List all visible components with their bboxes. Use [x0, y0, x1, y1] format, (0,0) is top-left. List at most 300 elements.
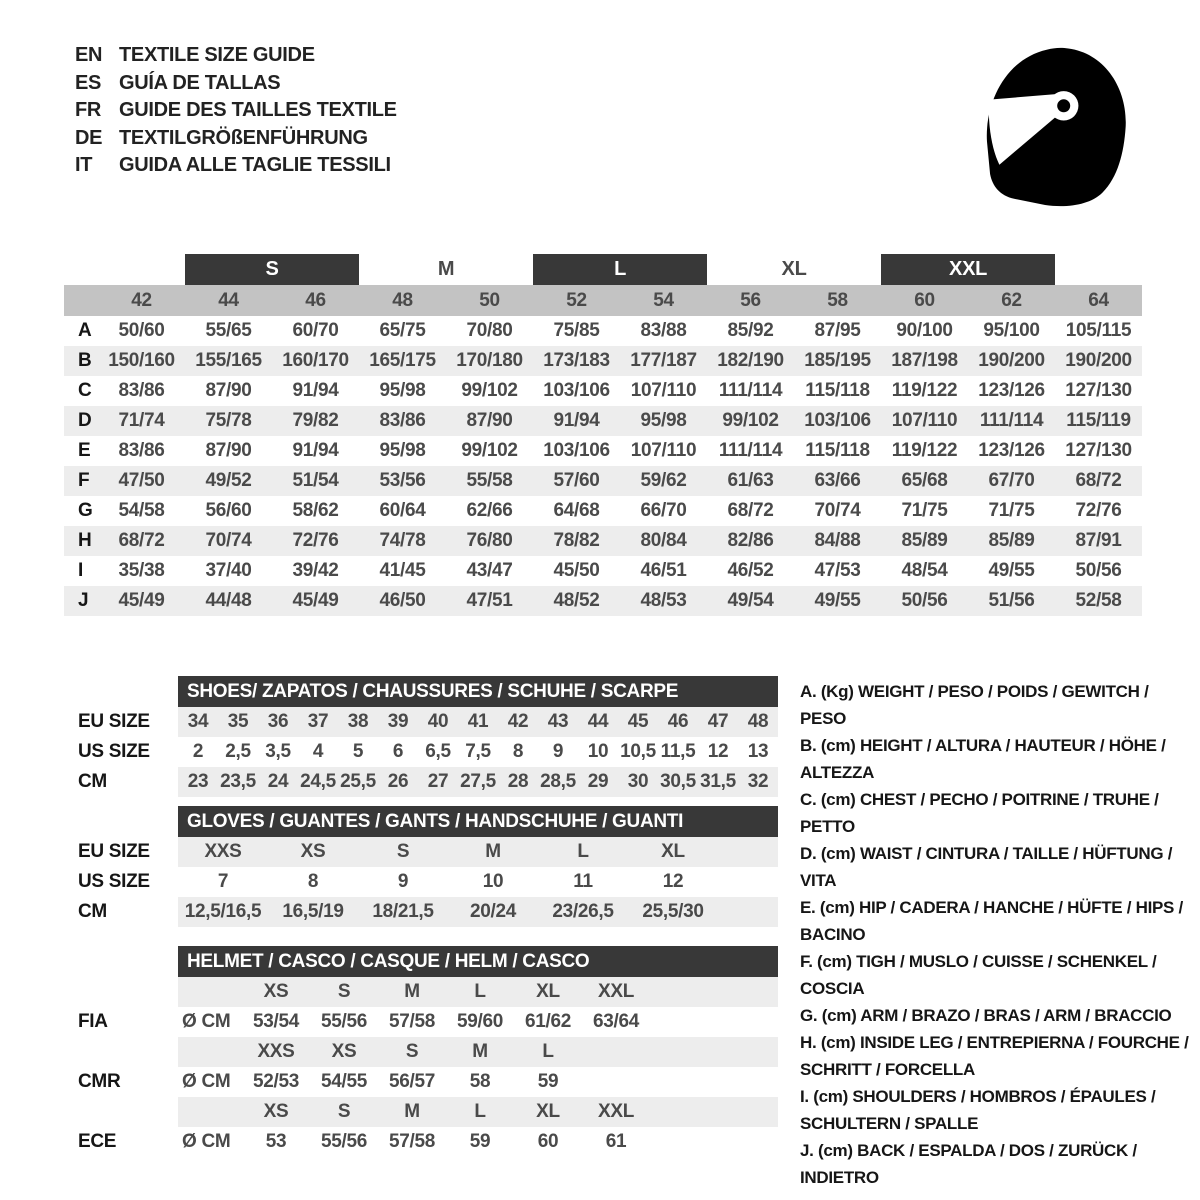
size-value: M — [448, 837, 538, 867]
size-value: 39/42 — [292, 560, 339, 581]
side-row-label: ECE — [78, 1131, 117, 1152]
size-value: 12 — [662, 871, 684, 892]
size-value: 49/52 — [185, 466, 272, 496]
size-value: 91/94 — [292, 440, 339, 461]
size-value: 182/190 — [707, 346, 794, 376]
size-value: 51/54 — [272, 466, 359, 496]
helmet-size-table — [178, 977, 778, 1157]
size-value: 103/106 — [794, 406, 881, 436]
size-value: 103/106 — [543, 440, 610, 461]
filler-cell — [718, 837, 778, 867]
size-value: 115/119 — [1055, 406, 1142, 436]
size-value: 12,5/16,5 — [178, 897, 268, 927]
size-value: 59 — [537, 1071, 559, 1092]
size-value: 48 — [738, 707, 778, 737]
size-value: 30 — [618, 767, 658, 797]
size-value: 37 — [298, 707, 338, 737]
size-value: 12 — [707, 741, 729, 762]
size-header: XXL — [582, 1097, 650, 1127]
table-row — [64, 436, 1142, 466]
size-value: 65/75 — [379, 320, 426, 341]
size-value: 41 — [458, 707, 498, 737]
size-value: 55/56 — [320, 1011, 368, 1032]
size-value: 23 — [178, 767, 218, 797]
language-code: FR — [75, 99, 102, 122]
size-value: S — [358, 837, 448, 867]
size-value: 52/53 — [252, 1071, 300, 1092]
size-value: 85/92 — [727, 320, 774, 341]
size-value: 4 — [312, 741, 324, 762]
size-value: 61/62 — [524, 1011, 572, 1032]
size-value: 83/86 — [118, 380, 165, 401]
textile-size-table — [64, 254, 1142, 616]
table-row — [64, 556, 1142, 586]
size-value: 18/21,5 — [358, 897, 448, 927]
size-value: 53/56 — [359, 466, 446, 496]
size-value: 25,5 — [338, 767, 378, 797]
language-row — [75, 125, 397, 153]
size-value: 45/49 — [272, 586, 359, 616]
size-value: 54/55 — [320, 1071, 368, 1092]
size-value: XXS — [178, 837, 268, 867]
language-code: DE — [75, 126, 103, 149]
size-value: 31,5 — [698, 767, 738, 797]
size-value: 43 — [538, 707, 578, 737]
size-value: 68/72 — [1055, 466, 1142, 496]
legend-entry: F. (cm) TIGH / MUSLO / CUISSE / SCHENKEL / COSCIA — [800, 952, 1157, 998]
size-value: XL — [628, 837, 718, 867]
size-value: 25,5/30 — [628, 897, 718, 927]
row-label: D — [64, 406, 98, 436]
size-value: 85/89 — [968, 526, 1055, 556]
language-title: TEXTILGRÖßENFÜHRUNG — [119, 126, 368, 149]
helmet-size-header-row — [178, 1097, 778, 1127]
size-value: 23/26,5 — [538, 897, 628, 927]
size-value: 8 — [307, 871, 319, 892]
size-value: 60 — [537, 1131, 559, 1152]
size-value: 10 — [482, 871, 504, 892]
size-value: 24,5 — [298, 767, 338, 797]
size-value: 5 — [352, 741, 364, 762]
size-value: 67/70 — [968, 466, 1055, 496]
filler-cell — [650, 977, 778, 1007]
size-value: 47/50 — [98, 466, 185, 496]
size-value: 54/58 — [118, 500, 165, 521]
size-value: 58/62 — [292, 500, 339, 521]
size-value: 99/102 — [461, 380, 518, 401]
language-title: TEXTILE SIZE GUIDE — [119, 44, 315, 67]
column-header: 58 — [794, 285, 881, 316]
size-value: 6,5 — [425, 741, 451, 762]
size-value: 46/50 — [359, 586, 446, 616]
column-header: 46 — [272, 285, 359, 316]
column-header: 42 — [98, 285, 185, 316]
filler-cell — [718, 897, 778, 927]
table-row — [64, 496, 1142, 526]
size-value: 46/51 — [640, 560, 687, 581]
size-value: 82/86 — [707, 526, 794, 556]
size-value: 28,5 — [538, 767, 578, 797]
size-value: 123/126 — [978, 440, 1045, 461]
size-value: 59 — [469, 1131, 491, 1152]
column-header: 54 — [620, 285, 707, 316]
size-value: 47/53 — [814, 560, 861, 581]
legend-entry: D. (cm) WAIST / CINTURA / TAILLE / HÜFTUNG / VITA — [800, 844, 1173, 890]
size-value: 68/72 — [98, 526, 185, 556]
language-title: GUIDA ALLE TAGLIE TESSILI — [119, 154, 391, 177]
size-value: 63/64 — [592, 1011, 640, 1032]
filler-cell — [650, 1067, 778, 1097]
size-header-spacer — [178, 1037, 242, 1067]
size-header: S — [310, 1097, 378, 1127]
gloves-size-table — [178, 837, 778, 927]
size-value: 49/54 — [707, 586, 794, 616]
size-value: 95/100 — [983, 320, 1040, 341]
side-row-label: EU SIZE — [78, 841, 150, 862]
size-value: 107/110 — [630, 380, 697, 401]
size-value: 48/53 — [620, 586, 707, 616]
table-row — [178, 707, 778, 737]
size-header: S — [310, 977, 378, 1007]
size-value: 44/48 — [185, 586, 272, 616]
size-value: 177/187 — [620, 346, 707, 376]
size-value: 105/115 — [1065, 320, 1132, 341]
legend-entry: E. (cm) HIP / CADERA / HANCHE / HÜFTE / HIPS / BACINO — [800, 898, 1183, 944]
column-header-spacer — [64, 285, 98, 316]
size-value: 9 — [552, 741, 564, 762]
table-row — [64, 526, 1142, 556]
size-value: 99/102 — [461, 440, 518, 461]
row-label: G — [78, 500, 93, 521]
size-value: 46/52 — [727, 560, 774, 581]
racing-helmet-icon-svg — [980, 40, 1135, 215]
size-value: 55/56 — [320, 1131, 368, 1152]
size-value: 111/114 — [718, 380, 783, 401]
size-value: 55/65 — [205, 320, 252, 341]
size-value: 47 — [698, 707, 738, 737]
size-value: 155/165 — [185, 346, 272, 376]
size-value: 65/68 — [881, 466, 968, 496]
size-value: 59/62 — [620, 466, 707, 496]
size-value: 78/82 — [533, 526, 620, 556]
size-value: 28 — [498, 767, 538, 797]
size-value: 87/90 — [205, 440, 252, 461]
size-group-s: S — [185, 254, 359, 285]
size-column-row — [64, 285, 1142, 316]
size-value: 115/118 — [805, 440, 870, 461]
side-row-label: CMR — [78, 1071, 121, 1092]
table-row — [178, 767, 778, 797]
legend-entry: I. (cm) SHOULDERS / HOMBROS / ÉPAULES / SCHULTERN / SPALLE — [800, 1087, 1156, 1133]
column-header: 56 — [707, 285, 794, 316]
size-value: 46 — [658, 707, 698, 737]
size-value: 27 — [418, 767, 458, 797]
unit-label: Ø CM — [182, 1011, 231, 1032]
size-value: 87/90 — [446, 406, 533, 436]
column-header: 44 — [185, 285, 272, 316]
size-value: 9 — [397, 871, 409, 892]
size-value: 48/54 — [901, 560, 948, 581]
size-value: 70/74 — [814, 500, 861, 521]
size-value: 10,5 — [620, 741, 656, 762]
size-header — [582, 1037, 650, 1067]
table-row — [64, 376, 1142, 406]
row-label: E — [78, 440, 91, 461]
table-row — [64, 346, 1142, 376]
size-value: 47/51 — [446, 586, 533, 616]
size-value: 91/94 — [533, 406, 620, 436]
size-value: 127/130 — [1065, 440, 1132, 461]
language-code: ES — [75, 71, 102, 94]
filler-cell — [650, 1007, 778, 1037]
size-value: 50/60 — [118, 320, 165, 341]
size-value: 59/60 — [456, 1011, 504, 1032]
size-value: 74/78 — [359, 526, 446, 556]
size-value: 13 — [747, 741, 769, 762]
filler-cell — [650, 1037, 778, 1067]
row-label: I — [78, 560, 83, 581]
size-value: 107/110 — [630, 440, 697, 461]
size-value: 11,5 — [660, 741, 696, 762]
size-header: M — [446, 1037, 514, 1067]
size-value: 72/76 — [272, 526, 359, 556]
size-value: 8 — [512, 741, 524, 762]
row-label: B — [64, 346, 98, 376]
size-value: 60/70 — [292, 320, 339, 341]
size-value: 45 — [618, 707, 658, 737]
size-value: 7 — [217, 871, 229, 892]
size-value — [582, 1067, 650, 1097]
size-value: 107/110 — [881, 406, 968, 436]
helmet-size-header-row — [178, 1037, 778, 1067]
table-row — [178, 867, 778, 897]
column-header: 48 — [359, 285, 446, 316]
size-value: 55/58 — [446, 466, 533, 496]
size-value: 34 — [178, 707, 218, 737]
side-row-label: EU SIZE — [78, 711, 150, 732]
size-value: 35/38 — [118, 560, 165, 581]
legend-entry: B. (cm) HEIGHT / ALTURA / HAUTEUR / HÖHE / ALTEZZA — [800, 736, 1166, 782]
size-value: 165/175 — [359, 346, 446, 376]
size-value: 42 — [498, 707, 538, 737]
size-value: 119/122 — [891, 440, 958, 461]
size-value: 23,5 — [218, 767, 258, 797]
size-value: 30,5 — [658, 767, 698, 797]
size-value: 71/75 — [901, 500, 948, 521]
size-value: 43/47 — [466, 560, 513, 581]
size-value: 75/78 — [185, 406, 272, 436]
size-value: 44 — [578, 707, 618, 737]
size-value: 123/126 — [978, 380, 1045, 401]
table-row — [178, 737, 778, 767]
size-value: 71/75 — [988, 500, 1035, 521]
language-row — [75, 97, 397, 125]
size-value: 127/130 — [1065, 380, 1132, 401]
column-header: 60 — [881, 285, 968, 316]
size-group-m: M — [437, 258, 455, 280]
size-value: 2,5 — [225, 741, 251, 762]
helmet-value-row — [178, 1067, 778, 1097]
size-header-spacer — [178, 1097, 242, 1127]
size-value: 57/58 — [388, 1131, 436, 1152]
size-value: 173/183 — [533, 346, 620, 376]
size-value: 150/160 — [98, 346, 185, 376]
size-group-row — [64, 254, 1142, 285]
size-value: 49/55 — [988, 560, 1035, 581]
size-value: 83/88 — [640, 320, 687, 341]
size-value: 57/58 — [388, 1011, 436, 1032]
size-header: L — [446, 1097, 514, 1127]
table-row — [64, 406, 1142, 436]
size-header: L — [446, 977, 514, 1007]
size-group-l: L — [533, 254, 707, 285]
gloves-table-title: GLOVES / GUANTES / GANTS / HANDSCHUHE / GUANTI — [178, 806, 778, 837]
size-value: 185/195 — [794, 346, 881, 376]
size-value: 111/114 — [968, 406, 1055, 436]
size-value: 84/88 — [794, 526, 881, 556]
size-value: 38 — [338, 707, 378, 737]
size-value: 50/56 — [1075, 560, 1122, 581]
language-code: IT — [75, 154, 93, 177]
size-value: 2 — [192, 741, 204, 762]
size-value: 20/24 — [448, 897, 538, 927]
shoes-table-title: SHOES/ ZAPATOS / CHAUSSURES / SCHUHE / SCARPE — [178, 676, 778, 707]
language-row — [75, 152, 397, 180]
legend-entry: A. (Kg) WEIGHT / PESO / POIDS / GEWITCH / PESO — [800, 682, 1149, 728]
legend-entry: C. (cm) CHEST / PECHO / POITRINE / TRUHE / PETTO — [800, 790, 1159, 836]
side-row-label: FIA — [78, 1011, 108, 1032]
size-value: 29 — [578, 767, 618, 797]
size-value: 103/106 — [543, 380, 610, 401]
size-value: 87/91 — [1055, 526, 1142, 556]
racing-helmet-icon — [980, 40, 1135, 215]
size-value: 11 — [573, 871, 593, 892]
table-row — [64, 586, 1142, 616]
size-value: 91/94 — [292, 380, 339, 401]
size-value: 187/198 — [881, 346, 968, 376]
side-row-label: US SIZE — [78, 741, 150, 762]
size-header: XL — [514, 977, 582, 1007]
size-value: 87/95 — [814, 320, 861, 341]
table-row — [64, 466, 1142, 496]
size-value: 70/74 — [185, 526, 272, 556]
size-value: 57/60 — [533, 466, 620, 496]
size-group-xxl: XXL — [881, 254, 1055, 285]
size-value: 24 — [258, 767, 298, 797]
size-header: S — [378, 1037, 446, 1067]
size-value: 53/54 — [252, 1011, 300, 1032]
size-value: 60/64 — [379, 500, 426, 521]
size-value: 36 — [258, 707, 298, 737]
size-value: 48/52 — [533, 586, 620, 616]
size-value: 45/50 — [553, 560, 600, 581]
size-value: 71/74 — [98, 406, 185, 436]
row-label: J — [64, 586, 98, 616]
size-value: 87/90 — [205, 380, 252, 401]
language-title-list — [75, 42, 397, 180]
legend-entry: G. (cm) ARM / BRAZO / BRAS / ARM / BRACCIO — [800, 1006, 1172, 1025]
size-group-spacer — [1055, 254, 1142, 285]
size-value: 37/40 — [205, 560, 252, 581]
size-value: 72/76 — [1075, 500, 1122, 521]
column-header: 52 — [533, 285, 620, 316]
filler-cell — [650, 1097, 778, 1127]
side-row-label: CM — [78, 901, 107, 922]
size-value: 160/170 — [272, 346, 359, 376]
size-value: 16,5/19 — [268, 897, 358, 927]
legend-entry: J. (cm) BACK / ESPALDA / DOS / ZURÜCK / INDIETRO — [800, 1141, 1137, 1187]
size-value: 170/180 — [446, 346, 533, 376]
size-value: 70/80 — [466, 320, 513, 341]
side-row-label: US SIZE — [78, 871, 150, 892]
size-value: 90/100 — [896, 320, 953, 341]
size-value: 80/84 — [620, 526, 707, 556]
table-row — [64, 316, 1142, 346]
language-row — [75, 70, 397, 98]
size-value: 56/60 — [205, 500, 252, 521]
table-row — [178, 837, 778, 867]
helmet-value-row — [178, 1127, 778, 1157]
size-value: 115/118 — [805, 380, 870, 401]
size-value: 61/63 — [707, 466, 794, 496]
size-value: 95/98 — [620, 406, 707, 436]
size-value: 76/80 — [446, 526, 533, 556]
size-value: XS — [268, 837, 358, 867]
size-value: 66/70 — [640, 500, 687, 521]
size-value: 79/82 — [272, 406, 359, 436]
size-header: XL — [514, 1097, 582, 1127]
size-value: 50/56 — [881, 586, 968, 616]
size-header: M — [378, 1097, 446, 1127]
size-value: 52/58 — [1055, 586, 1142, 616]
size-value: 63/66 — [794, 466, 881, 496]
size-value: 111/114 — [718, 440, 783, 461]
table-row — [178, 897, 778, 927]
size-value: 49/55 — [794, 586, 881, 616]
side-row-label: CM — [78, 771, 107, 792]
size-value: 45/49 — [98, 586, 185, 616]
size-header: L — [514, 1037, 582, 1067]
size-value: 35 — [218, 707, 258, 737]
size-value: 32 — [738, 767, 778, 797]
unit-label: Ø CM — [182, 1071, 231, 1092]
size-value: 68/72 — [727, 500, 774, 521]
shoes-size-table — [178, 707, 778, 797]
size-value: 56/57 — [388, 1071, 436, 1092]
language-title: GUÍA DE TALLAS — [119, 71, 281, 94]
size-value: 99/102 — [707, 406, 794, 436]
size-header-spacer — [178, 977, 242, 1007]
size-header: XS — [242, 1097, 310, 1127]
row-label: A — [78, 320, 92, 341]
size-group-xl: XL — [781, 258, 807, 280]
size-value: 190/200 — [968, 346, 1055, 376]
row-label: H — [64, 526, 98, 556]
size-value: 61 — [605, 1131, 627, 1152]
unit-label: Ø CM — [182, 1131, 231, 1152]
size-value: 10 — [587, 741, 609, 762]
size-value: 62/66 — [466, 500, 513, 521]
size-value: 95/98 — [379, 380, 426, 401]
size-value: 83/86 — [118, 440, 165, 461]
size-value: 7,5 — [465, 741, 491, 762]
row-label: F — [64, 466, 98, 496]
size-value: 6 — [392, 741, 404, 762]
filler-cell — [718, 867, 778, 897]
size-value: 3,5 — [265, 741, 291, 762]
helmet-size-header-row — [178, 977, 778, 1007]
size-value: 53 — [265, 1131, 287, 1152]
